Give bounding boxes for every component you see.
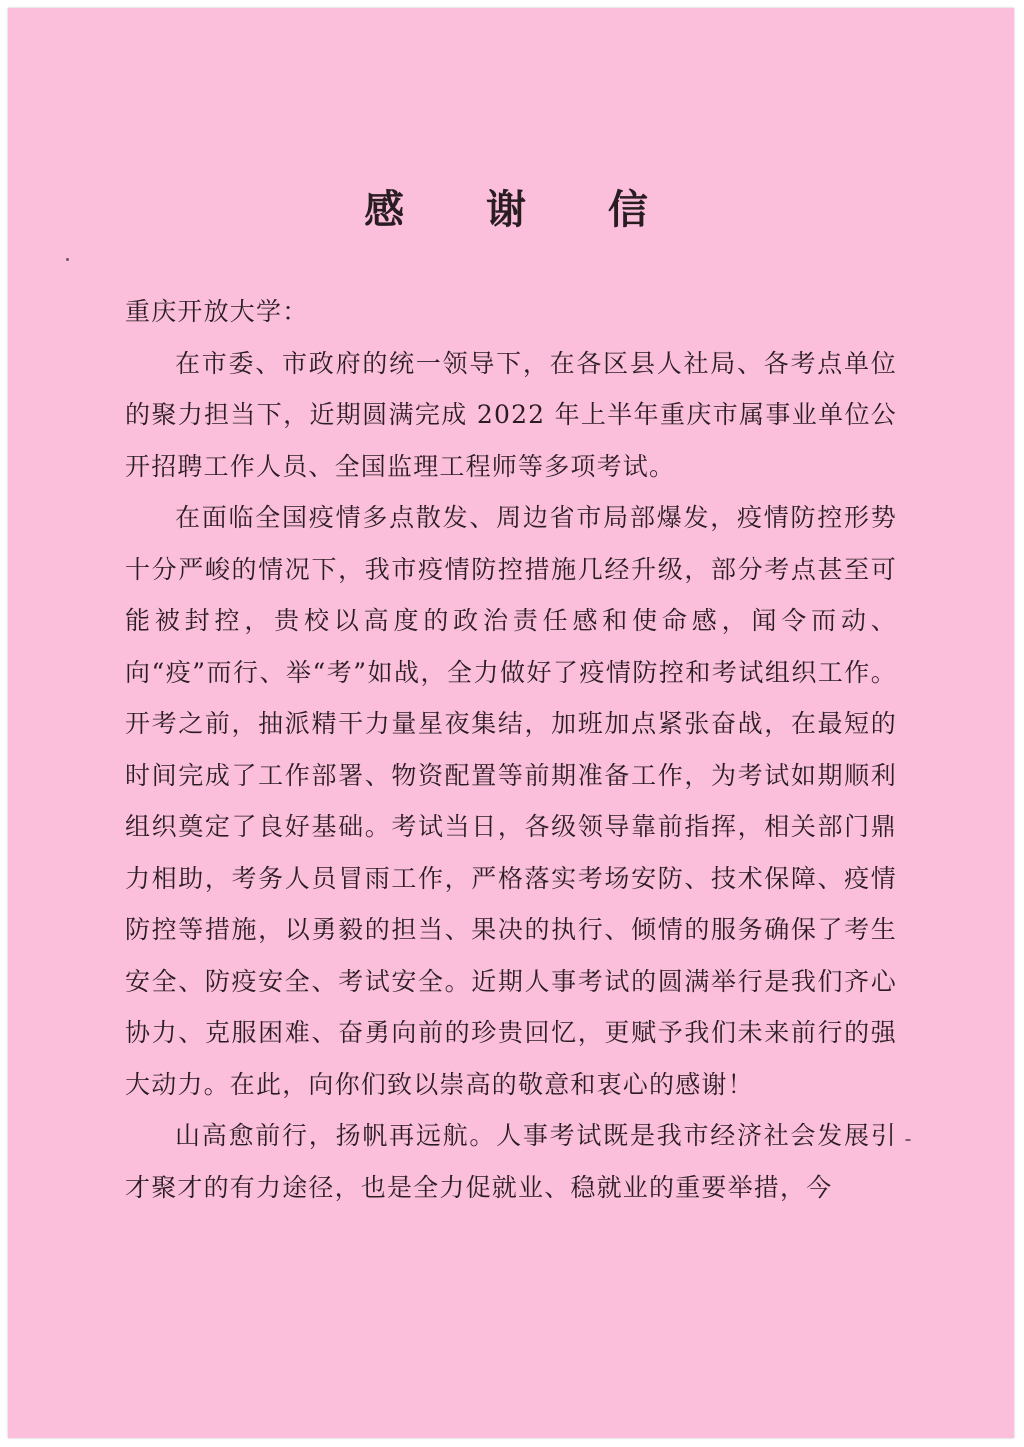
scan-speck	[905, 1139, 911, 1141]
letter-salutation: 重庆开放大学：	[125, 297, 309, 326]
letter-page	[8, 8, 1014, 1438]
scan-speck	[66, 258, 69, 261]
letter-paragraph-1: 在市委、市政府的统一领导下，在各区县人社局、各考点单位的聚力担当下，近期圆满完成 2022 年上半年重庆市属事业单位公开招聘工作人员、全国监理工程师等多项考试。	[125, 348, 897, 481]
letter-paragraph-2: 在面临全国疫情多点散发、周边省市局部爆发，疫情防控形势十分严峻的情况下，我市疫情防控措施几经升级，部分考点甚至可能被封控，贵校以高度的政治责任感和使命感，闻令而动、向“疫”而行、举“考”如战，全力做好了疫情防控和考试组织工作。开考之前，抽派精干力量星夜集结，加班加点紧张奋战，在最短的时间完成了工作部署、物资配置等前期准备工作，为考试如期顺利组织奠定了良好基础。考试当日，各级领导靠前指挥，相关部门鼎力相助，考务人员冒雨工作，严格落实考场安防、技术保障、疫情防控等措施，以勇毅的担当、果决的执行、倾情的服务确保了考生安全、防疫安全、考试安全。近期人事考试的圆满举行是我们齐心协力、克服困难、奋勇向前的珍贵回忆，更赋予我们未来前行的强大动力。在此，向你们致以崇高的敬意和衷心的感谢！	[125, 503, 897, 1099]
letter-title: 感 谢 信	[364, 186, 682, 233]
letter-body	[125, 286, 897, 1213]
letter-paragraph-3: 山高愈前行，扬帆再远航。人事考试既是我市经济社会发展引才聚才的有力途径，也是全力促就业、稳就业的重要举措，今	[125, 1121, 897, 1202]
